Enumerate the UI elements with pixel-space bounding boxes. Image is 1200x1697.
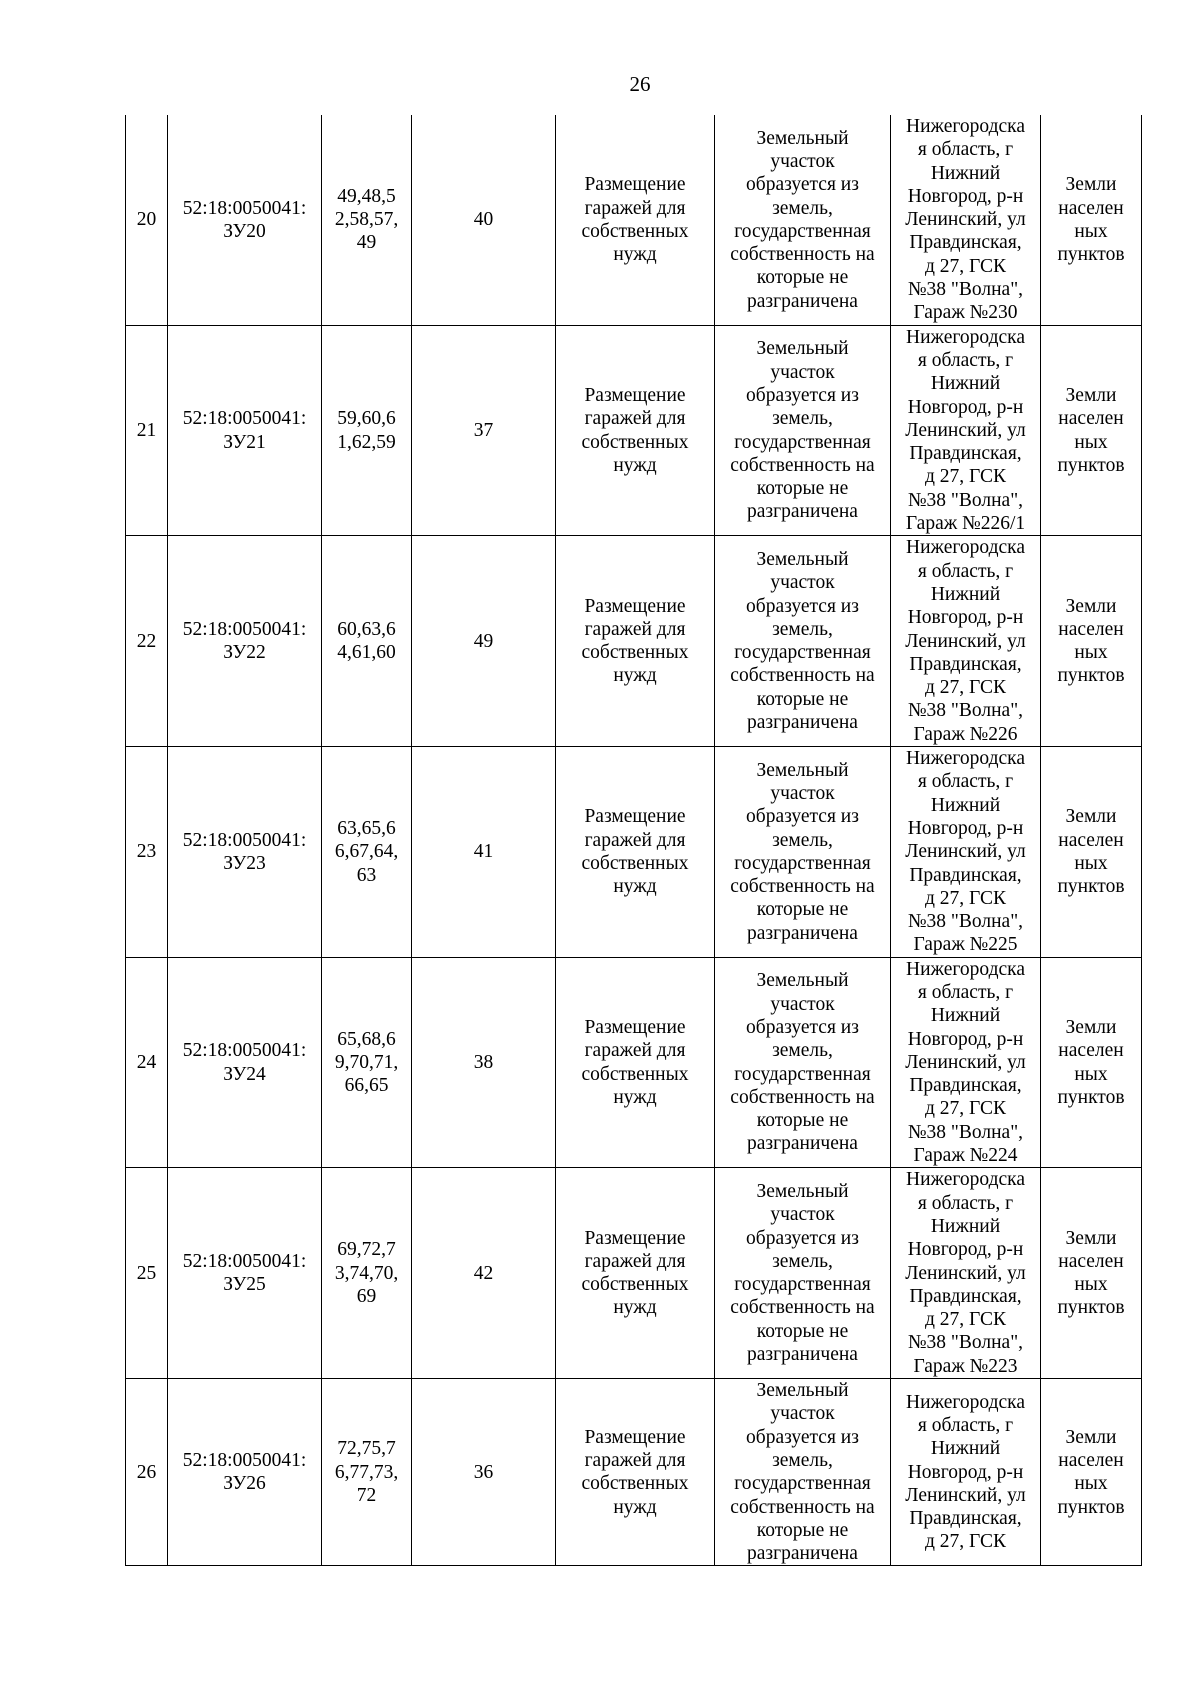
cell-permitted-use-line: нужд <box>613 665 657 687</box>
cell-boundary-points <box>322 1379 412 1566</box>
cell-permitted-use-line: Размещение <box>584 1016 686 1038</box>
cell-address-line: я область, г <box>917 981 1014 1003</box>
cell-formation-method-line: земель, <box>772 408 833 430</box>
cell-land-category <box>1041 747 1142 958</box>
cell-boundary-points-line: 3,74,70, <box>334 1262 399 1284</box>
cell-address-line: Гараж №224 <box>913 1145 1018 1167</box>
table-row <box>126 325 1142 536</box>
cell-formation-method-line: разграничена <box>747 501 858 523</box>
cell-address-line: Ленинский, ул <box>905 419 1026 441</box>
cell-address-line: я область, г <box>917 139 1014 161</box>
cell-formation-method-line: разграничена <box>747 290 858 312</box>
cell-formation-method-line: собственность на <box>730 1496 875 1518</box>
cell-area: 42 <box>412 1168 556 1379</box>
table-row <box>126 115 1142 325</box>
cell-boundary-points-line: 1,62,59 <box>337 431 396 453</box>
cell-address <box>891 1168 1041 1379</box>
cell-permitted-use-line: нужд <box>613 454 657 476</box>
cell-cadastral-number <box>168 536 322 747</box>
cell-formation-method-line: которые не <box>756 1110 849 1132</box>
cell-number: 24 <box>126 957 168 1168</box>
cell-area: 49 <box>412 536 556 747</box>
cell-area: 38 <box>412 957 556 1168</box>
cell-formation-method-line: участок <box>770 361 835 383</box>
cell-land-category-line: населен <box>1058 1449 1124 1471</box>
cell-address-line: д 27, ГСК <box>924 1531 1007 1553</box>
cell-address <box>891 747 1041 958</box>
cell-address-line: Нижний <box>930 1438 1001 1460</box>
cell-permitted-use-line: Размещение <box>584 384 686 406</box>
cell-land-category-line: Земли <box>1065 595 1117 617</box>
cell-address-line: Нижегородска <box>906 748 1025 770</box>
cell-address-line: Новгород, р-н <box>907 1461 1024 1483</box>
cell-cadastral-number-line: 52:18:0050041: <box>182 408 307 430</box>
page-number: 26 <box>629 72 651 96</box>
cell-permitted-use <box>556 1168 715 1379</box>
cell-formation-method-line: образуется из <box>746 1016 859 1038</box>
cell-number: 26 <box>126 1379 168 1566</box>
cell-formation-method-line: Земельный <box>756 1181 849 1202</box>
cell-address-line: я область, г <box>917 1414 1014 1436</box>
cell-permitted-use-line: собственных <box>581 852 689 874</box>
cell-address-line: д 27, ГСК <box>924 1309 1007 1331</box>
cell-address-line: Нижегородска <box>906 1169 1025 1191</box>
cell-formation-method <box>715 536 891 747</box>
cell-address-line: Ленинский, ул <box>905 841 1026 863</box>
cell-boundary-points <box>322 1168 412 1379</box>
cell-address-line: Нижний <box>930 794 1001 816</box>
cell-address-line: Новгород, р-н <box>907 1028 1024 1050</box>
cell-address-line: Новгород, р-н <box>907 607 1024 629</box>
cell-address-line: Нижегородска <box>906 958 1025 980</box>
cell-permitted-use-line: Размещение <box>584 1227 686 1249</box>
cell-boundary-points-line: 60,63,6 <box>337 618 396 640</box>
cell-formation-method-line: государственная <box>734 852 871 874</box>
cell-number: 25 <box>126 1168 168 1379</box>
cell-address-line: Гараж №225 <box>913 934 1018 956</box>
cell-formation-method-line: разграничена <box>747 1543 858 1565</box>
cell-formation-method-line: образуется из <box>746 174 859 196</box>
cell-address-line: я область, г <box>917 560 1014 582</box>
cell-address-line: Нижегородска <box>906 116 1025 137</box>
cell-formation-method-line: государственная <box>734 1063 871 1085</box>
table-row <box>126 1168 1142 1379</box>
cell-formation-method-line: Земельный <box>756 759 849 781</box>
table-row <box>126 1379 1142 1566</box>
cell-permitted-use-line: гаражей для <box>584 1040 686 1062</box>
cell-formation-method <box>715 325 891 536</box>
cell-formation-method-line: разграничена <box>747 1133 858 1155</box>
cell-cadastral-number-line: ЗУ24 <box>223 1063 266 1085</box>
cell-address-line: №38 "Волна", <box>907 1332 1024 1354</box>
cell-area: 40 <box>412 115 556 325</box>
cell-address-line: Правдинская, <box>909 443 1022 465</box>
cell-cadastral-number-line: ЗУ20 <box>223 220 266 242</box>
cell-formation-method-line: разграничена <box>747 922 858 944</box>
cell-boundary-points-line: 65,68,6 <box>337 1028 396 1050</box>
cell-address-line: Правдинская, <box>909 232 1022 254</box>
cell-number: 23 <box>126 747 168 958</box>
cell-permitted-use <box>556 115 715 325</box>
cell-boundary-points <box>322 536 412 747</box>
cell-land-category-line: Земли <box>1065 1016 1117 1038</box>
cell-cadastral-number-line: 52:18:0050041: <box>182 1040 307 1062</box>
cell-address-line: д 27, ГСК <box>924 255 1007 277</box>
cell-boundary-points-line: 66,65 <box>344 1075 389 1097</box>
cell-land-category-line: населен <box>1058 1040 1124 1062</box>
cell-formation-method-line: участок <box>770 150 835 172</box>
cell-permitted-use-line: гаражей для <box>584 829 686 851</box>
cell-cadastral-number <box>168 747 322 958</box>
cell-formation-method-line: которые не <box>756 688 849 710</box>
cell-cadastral-number-line: 52:18:0050041: <box>182 829 307 851</box>
cell-formation-method-line: образуется из <box>746 1227 859 1249</box>
cell-formation-method-line: земель, <box>772 1250 833 1272</box>
cell-address-line: Новгород, р-н <box>907 817 1024 839</box>
cell-address-line: Новгород, р-н <box>907 185 1024 207</box>
cell-cadastral-number-line: ЗУ25 <box>223 1274 266 1296</box>
cell-formation-method-line: образуется из <box>746 1426 859 1448</box>
cell-formation-method-line: участок <box>770 993 835 1015</box>
cell-land-category <box>1041 1168 1142 1379</box>
cell-boundary-points-line: 4,61,60 <box>337 642 396 664</box>
cell-formation-method <box>715 957 891 1168</box>
cell-boundary-points-line: 6,77,73, <box>334 1461 399 1483</box>
cell-land-category-line: ных <box>1074 852 1108 874</box>
cell-boundary-points-line: 69 <box>356 1285 377 1307</box>
cell-permitted-use-line: собственных <box>581 1063 689 1085</box>
cell-land-category-line: населен <box>1058 197 1124 219</box>
cell-land-category-line: населен <box>1058 408 1124 430</box>
cell-land-category-line: ных <box>1074 1274 1108 1296</box>
cell-cadastral-number-line: ЗУ22 <box>223 642 266 664</box>
cell-address-line: я область, г <box>917 771 1014 793</box>
cell-address-line: Новгород, р-н <box>907 1239 1024 1261</box>
cell-formation-method-line: земель, <box>772 1449 833 1471</box>
cell-formation-method-line: земель, <box>772 618 833 640</box>
cell-permitted-use-line: Размещение <box>584 806 686 828</box>
cell-land-category-line: Земли <box>1065 174 1117 196</box>
cell-formation-method-line: участок <box>770 1403 835 1425</box>
cell-formation-method-line: образуется из <box>746 806 859 828</box>
cell-address-line: №38 "Волна", <box>907 911 1024 933</box>
cell-address-line: Гараж №226 <box>913 723 1018 745</box>
cell-formation-method-line: которые не <box>756 267 849 289</box>
cell-cadastral-number-line: ЗУ23 <box>223 852 266 874</box>
cell-formation-method-line: собственность на <box>730 454 875 476</box>
cell-address-line: Нижегородска <box>906 1391 1025 1413</box>
cell-address-line: Ленинский, ул <box>905 1484 1026 1506</box>
cell-address-line: Гараж №230 <box>913 302 1018 324</box>
cell-formation-method-line: земель, <box>772 1040 833 1062</box>
cell-address-line: я область, г <box>917 1192 1014 1214</box>
cell-permitted-use-line: Размещение <box>584 1426 686 1448</box>
cell-land-category-line: ных <box>1074 642 1108 664</box>
cell-address-line: д 27, ГСК <box>924 887 1007 909</box>
cell-address <box>891 536 1041 747</box>
cell-permitted-use-line: нужд <box>613 1086 657 1108</box>
cell-address-line: Гараж №226/1 <box>905 513 1026 535</box>
cell-formation-method-line: собственность на <box>730 244 875 266</box>
cell-address-line: я область, г <box>917 349 1014 371</box>
cell-boundary-points-line: 69,72,7 <box>337 1239 396 1261</box>
cell-address-line: Нижний <box>930 1005 1001 1027</box>
cell-formation-method-line: собственность на <box>730 876 875 898</box>
cell-boundary-points <box>322 747 412 958</box>
cell-address-line: д 27, ГСК <box>924 1098 1007 1120</box>
cell-permitted-use-line: собственных <box>581 431 689 453</box>
cell-land-category-line: пунктов <box>1057 1496 1125 1518</box>
cell-land-category-line: пунктов <box>1057 665 1125 687</box>
cell-permitted-use-line: Размещение <box>584 595 686 617</box>
cell-number: 22 <box>126 536 168 747</box>
cell-formation-method-line: образуется из <box>746 595 859 617</box>
cell-formation-method-line: участок <box>770 572 835 594</box>
cell-formation-method-line: государственная <box>734 431 871 453</box>
cell-cadastral-number <box>168 1168 322 1379</box>
cell-address-line: №38 "Волна", <box>907 279 1024 301</box>
cell-formation-method <box>715 1379 891 1566</box>
cell-address-line: №38 "Волна", <box>907 489 1024 511</box>
cell-land-category-line: ных <box>1074 1473 1108 1495</box>
land-plots-table <box>125 115 1142 1566</box>
cell-address-line: Нижегородска <box>906 537 1025 559</box>
cell-address-line: Правдинская, <box>909 1508 1022 1530</box>
cell-land-category-line: населен <box>1058 829 1124 851</box>
cell-cadastral-number <box>168 325 322 536</box>
cell-boundary-points-line: 72,75,7 <box>337 1438 396 1460</box>
cell-land-category <box>1041 325 1142 536</box>
cell-address-line: Гараж №223 <box>913 1355 1018 1377</box>
cell-land-category-line: пунктов <box>1057 1297 1125 1319</box>
cell-permitted-use-line: гаражей для <box>584 1250 686 1272</box>
cell-formation-method-line: которые не <box>756 899 849 921</box>
cell-address-line: Нижний <box>930 373 1001 395</box>
cell-formation-method-line: Земельный <box>756 1380 849 1402</box>
cell-land-category-line: населен <box>1058 618 1124 640</box>
cell-cadastral-number-line: ЗУ21 <box>223 431 266 453</box>
cell-boundary-points <box>322 115 412 325</box>
cell-address-line: Ленинский, ул <box>905 209 1026 231</box>
cell-land-category-line: Земли <box>1065 1426 1117 1448</box>
cell-cadastral-number-line: ЗУ26 <box>223 1473 266 1495</box>
cell-land-category <box>1041 1379 1142 1566</box>
cell-address <box>891 1379 1041 1566</box>
cell-boundary-points-line: 2,58,57, <box>334 209 399 231</box>
cell-formation-method-line: государственная <box>734 1473 871 1495</box>
cell-formation-method-line: Земельный <box>756 548 849 570</box>
cell-permitted-use-line: Размещение <box>584 174 686 196</box>
cell-land-category-line: Земли <box>1065 384 1117 406</box>
cell-land-category-line: Земли <box>1065 806 1117 828</box>
cell-permitted-use <box>556 536 715 747</box>
cell-formation-method-line: образуется из <box>746 384 859 406</box>
cell-permitted-use-line: гаражей для <box>584 197 686 219</box>
cell-formation-method-line: государственная <box>734 220 871 242</box>
cell-permitted-use <box>556 957 715 1168</box>
cell-boundary-points-line: 72 <box>356 1484 377 1506</box>
cell-formation-method <box>715 115 891 325</box>
cell-permitted-use-line: собственных <box>581 642 689 664</box>
cell-permitted-use-line: собственных <box>581 1274 689 1296</box>
cell-boundary-points <box>322 957 412 1168</box>
cell-permitted-use-line: гаражей для <box>584 408 686 430</box>
cell-boundary-points-line: 63,65,6 <box>337 817 396 839</box>
cell-address-line: Новгород, р-н <box>907 396 1024 418</box>
cell-boundary-points <box>322 325 412 536</box>
cell-permitted-use-line: нужд <box>613 1297 657 1319</box>
cell-permitted-use-line: гаражей для <box>584 618 686 640</box>
cell-permitted-use-line: гаражей для <box>584 1449 686 1471</box>
cell-land-category-line: ных <box>1074 431 1108 453</box>
cell-boundary-points-line: 6,67,64, <box>334 841 399 863</box>
cell-formation-method-line: государственная <box>734 642 871 664</box>
cell-boundary-points-line: 9,70,71, <box>334 1051 399 1073</box>
cell-number: 21 <box>126 325 168 536</box>
cell-permitted-use <box>556 325 715 536</box>
cell-permitted-use-line: собственных <box>581 1473 689 1495</box>
table-row <box>126 536 1142 747</box>
cell-address-line: Правдинская, <box>909 653 1022 675</box>
cell-land-category-line: ных <box>1074 220 1108 242</box>
cell-formation-method-line: участок <box>770 1204 835 1226</box>
cell-formation-method-line: участок <box>770 782 835 804</box>
cell-address-line: Ленинский, ул <box>905 1262 1026 1284</box>
cell-number: 20 <box>126 115 168 325</box>
cell-address-line: Нижний <box>930 1215 1001 1237</box>
cell-address <box>891 325 1041 536</box>
cell-formation-method-line: собственность на <box>730 665 875 687</box>
cell-address-line: Правдинская, <box>909 1075 1022 1097</box>
cell-formation-method <box>715 1168 891 1379</box>
cell-formation-method-line: собственность на <box>730 1086 875 1108</box>
cell-area: 37 <box>412 325 556 536</box>
cell-land-category-line: пунктов <box>1057 876 1125 898</box>
cell-address-line: №38 "Волна", <box>907 1121 1024 1143</box>
cell-cadastral-number-line: 52:18:0050041: <box>182 197 307 219</box>
cell-land-category <box>1041 957 1142 1168</box>
cell-boundary-points-line: 49,48,5 <box>337 185 396 207</box>
cell-address <box>891 115 1041 325</box>
cell-land-category-line: пунктов <box>1057 454 1125 476</box>
table-row <box>126 747 1142 958</box>
cell-permitted-use <box>556 747 715 958</box>
cell-permitted-use-line: нужд <box>613 1496 657 1518</box>
cell-formation-method-line: которые не <box>756 1519 849 1541</box>
cell-formation-method-line: собственность на <box>730 1297 875 1319</box>
cell-formation-method-line: которые не <box>756 1320 849 1342</box>
cell-land-category <box>1041 115 1142 325</box>
cell-formation-method-line: земель, <box>772 829 833 851</box>
cell-cadastral-number-line: 52:18:0050041: <box>182 1250 307 1272</box>
cell-formation-method-line: разграничена <box>747 1344 858 1366</box>
cell-formation-method-line: земель, <box>772 197 833 219</box>
cell-land-category-line: населен <box>1058 1250 1124 1272</box>
cell-boundary-points-line: 49 <box>356 232 377 254</box>
cell-area: 36 <box>412 1379 556 1566</box>
cell-land-category <box>1041 536 1142 747</box>
cell-land-category-line: ных <box>1074 1063 1108 1085</box>
table-row <box>126 957 1142 1168</box>
cell-permitted-use-line: нужд <box>613 244 657 266</box>
cell-address-line: Ленинский, ул <box>905 1051 1026 1073</box>
cell-address-line: д 27, ГСК <box>924 466 1007 488</box>
cell-cadastral-number <box>168 957 322 1168</box>
cell-address-line: Ленинский, ул <box>905 630 1026 652</box>
cell-address-line: №38 "Волна", <box>907 700 1024 722</box>
cell-address-line: Нижегородска <box>906 326 1025 348</box>
cell-land-category-line: пунктов <box>1057 1086 1125 1108</box>
cell-address-line: Нижний <box>930 583 1001 605</box>
cell-address-line: Правдинская, <box>909 864 1022 886</box>
cell-formation-method-line: которые не <box>756 478 849 500</box>
cell-permitted-use <box>556 1379 715 1566</box>
cell-cadastral-number-line: 52:18:0050041: <box>182 618 307 640</box>
cell-permitted-use-line: собственных <box>581 220 689 242</box>
cell-cadastral-number-line: 52:18:0050041: <box>182 1449 307 1471</box>
cell-permitted-use-line: нужд <box>613 876 657 898</box>
cell-formation-method-line: Земельный <box>756 127 849 149</box>
cell-formation-method-line: Земельный <box>756 970 849 992</box>
cell-area: 41 <box>412 747 556 958</box>
cell-formation-method-line: Земельный <box>756 338 849 360</box>
cell-cadastral-number <box>168 1379 322 1566</box>
cell-boundary-points-line: 63 <box>356 864 377 886</box>
cell-formation-method-line: государственная <box>734 1274 871 1296</box>
cell-address <box>891 957 1041 1168</box>
cell-land-category-line: пунктов <box>1057 244 1125 266</box>
cell-address-line: Правдинская, <box>909 1285 1022 1307</box>
cell-formation-method <box>715 747 891 958</box>
cell-address-line: д 27, ГСК <box>924 677 1007 699</box>
cell-cadastral-number <box>168 115 322 325</box>
cell-address-line: Нижний <box>930 162 1001 184</box>
cell-land-category-line: Земли <box>1065 1227 1117 1249</box>
cell-boundary-points-line: 59,60,6 <box>337 408 396 430</box>
cell-formation-method-line: разграничена <box>747 712 858 734</box>
